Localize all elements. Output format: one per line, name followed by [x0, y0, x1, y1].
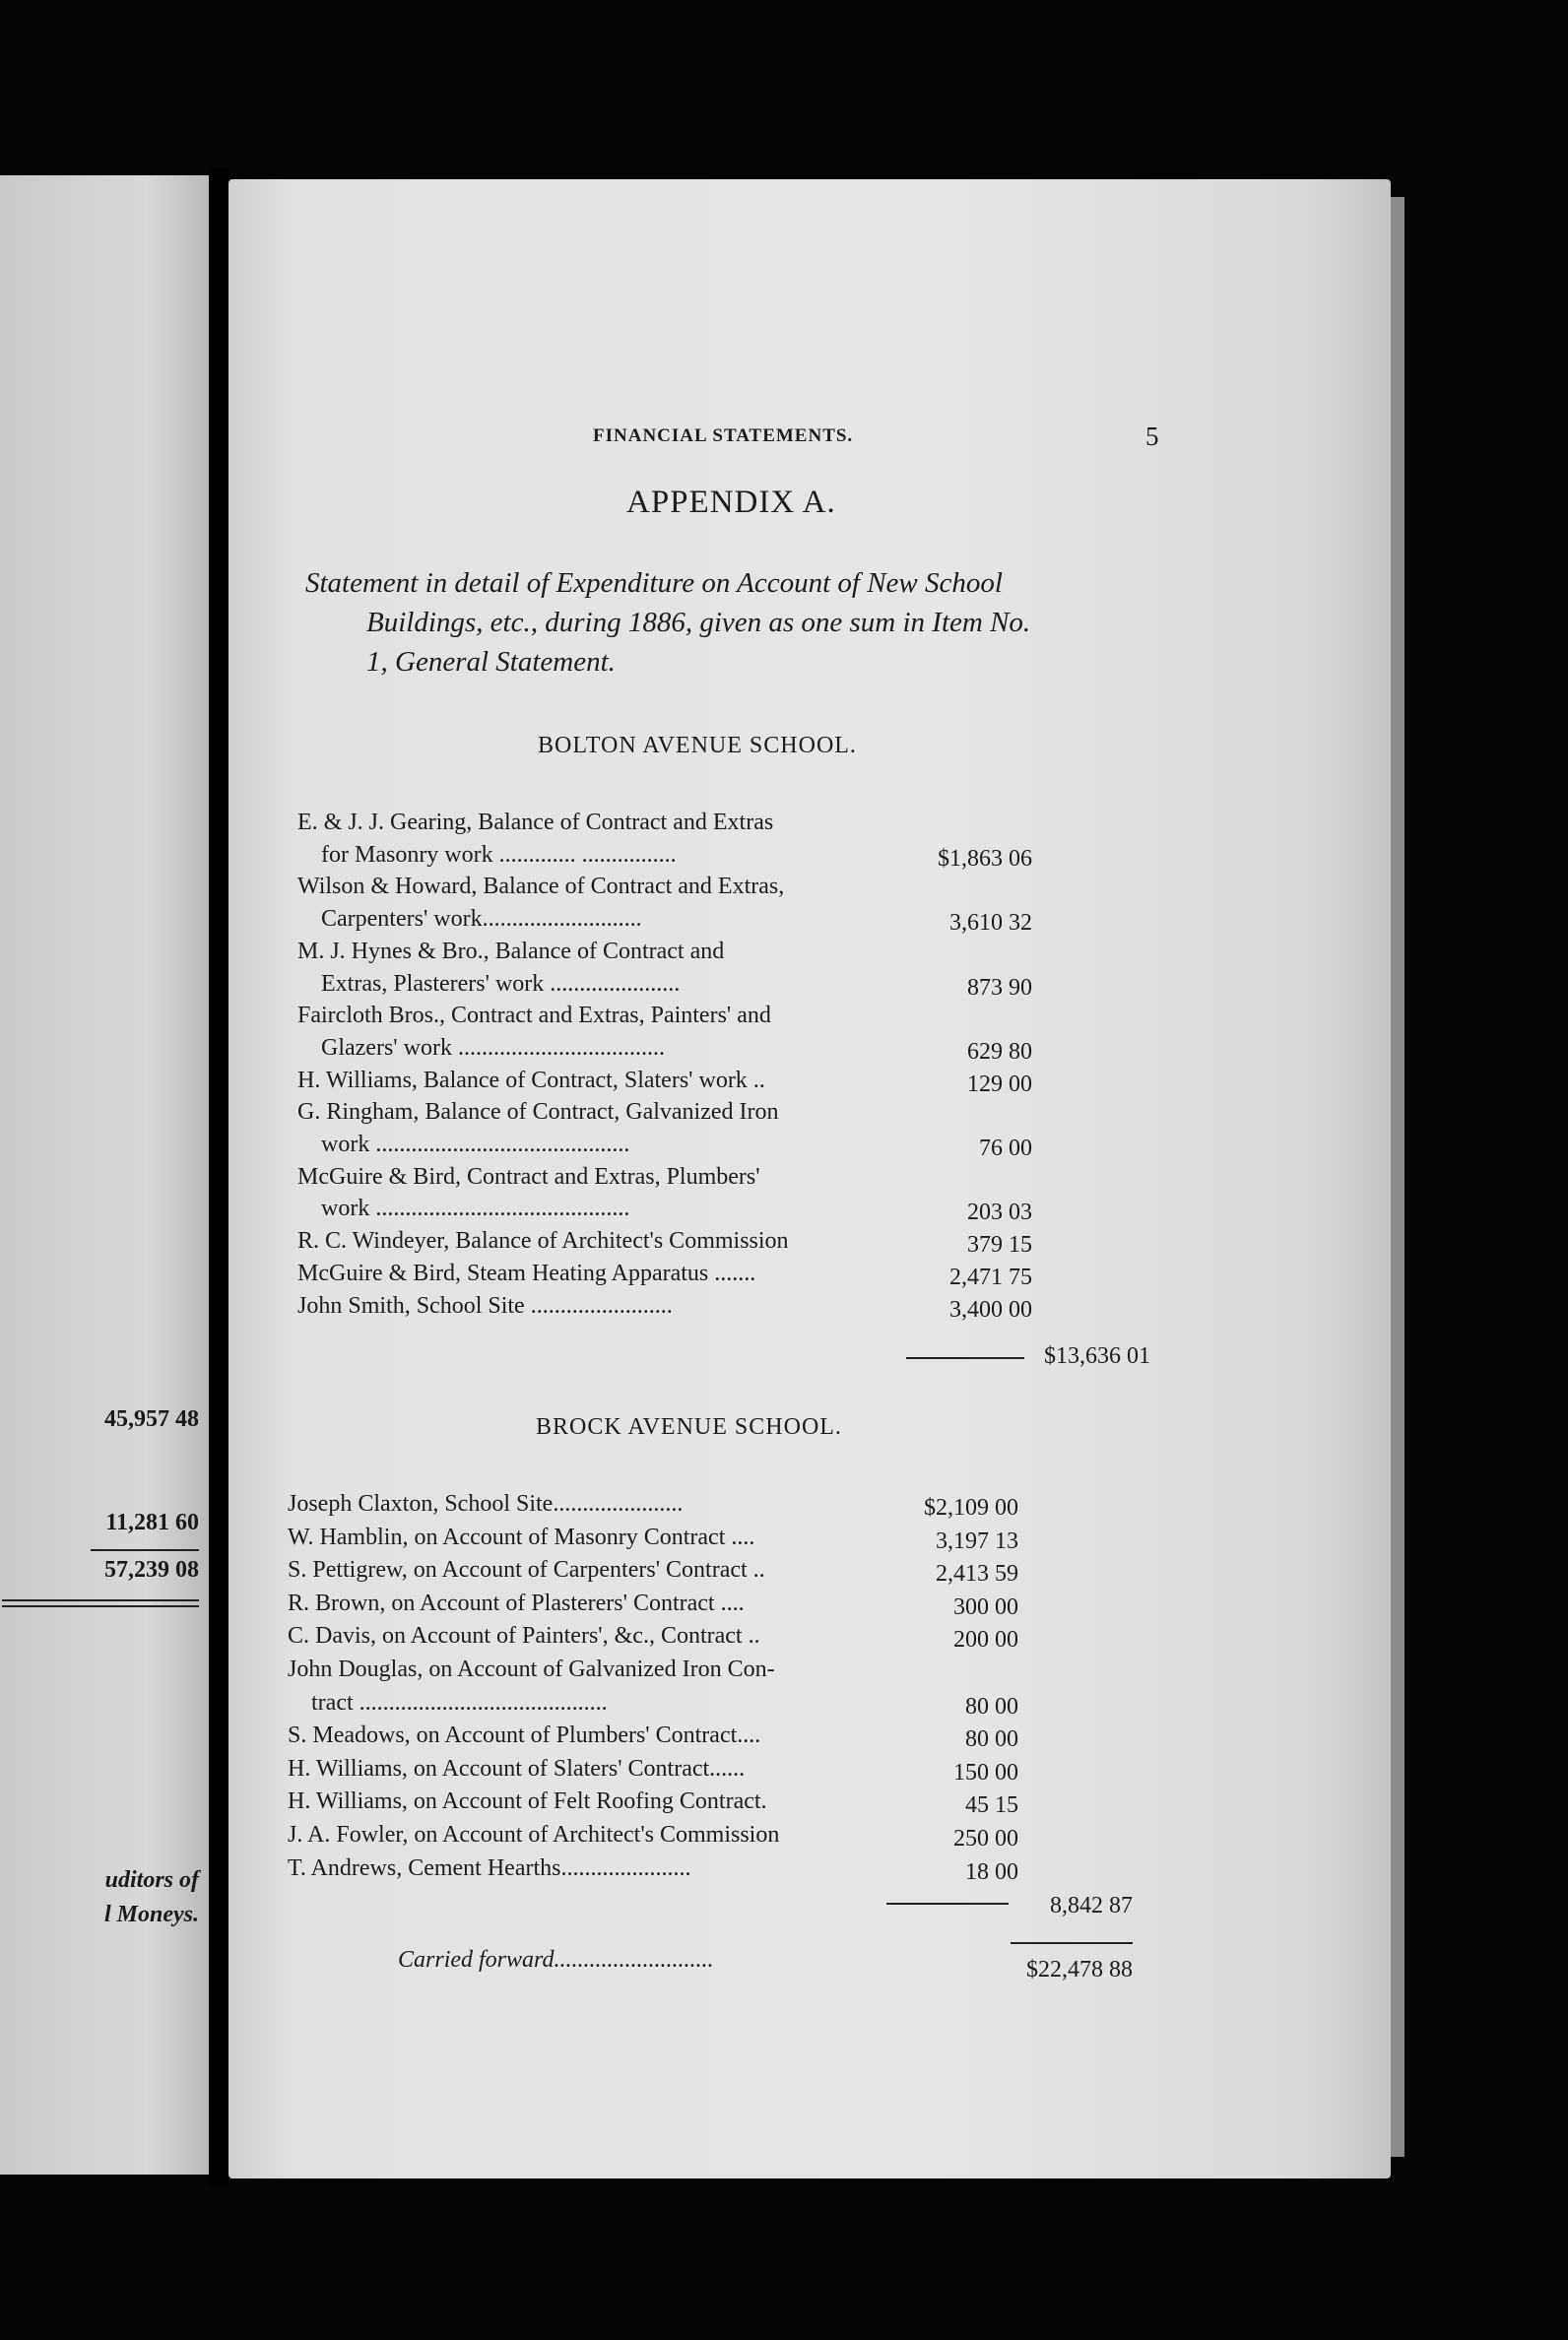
- intro-line-3: 1, General Statement.: [366, 646, 616, 678]
- entry-text: McGuire & Bird, Contract and Extras, Plumbers': [297, 1163, 760, 1190]
- brock-total: 8,842 87: [1050, 1893, 1133, 1918]
- running-title: FINANCIAL STATEMENTS.: [593, 425, 854, 446]
- left-rule: [91, 1549, 199, 1551]
- entry-text: Carpenters' work...........................: [321, 906, 642, 933]
- left-page: [0, 175, 209, 2175]
- entry-amount: 200 00: [953, 1627, 1018, 1654]
- left-figure-3: 57,239 08: [104, 1557, 199, 1583]
- entry-text: tract ..........................................: [311, 1689, 608, 1716]
- entry-amount: $2,109 00: [924, 1495, 1018, 1521]
- left-figure-2: 11,281 60: [105, 1510, 199, 1535]
- book-gutter: [209, 167, 229, 2186]
- entry-text: Extras, Plasterers' work ......................: [321, 970, 681, 997]
- entry-amount: 150 00: [953, 1759, 1018, 1786]
- entry-text: Wilson & Howard, Balance of Contract and Extras,: [297, 874, 785, 900]
- entry-amount: 2,471 75: [949, 1264, 1032, 1290]
- left-double-rule-1: [2, 1599, 199, 1601]
- entry-amount: 873 90: [967, 974, 1032, 1001]
- entry-amount: 18 00: [965, 1858, 1018, 1885]
- entry-text: R. Brown, on Account of Plasterers' Contract ....: [288, 1590, 745, 1616]
- entry-text: Faircloth Bros., Contract and Extras, Painters' and: [297, 1003, 771, 1029]
- left-figure-1: 45,957 48: [104, 1406, 199, 1432]
- entry-amount: 2,413 59: [936, 1561, 1018, 1588]
- entry-amount: 129 00: [967, 1071, 1032, 1097]
- bolton-heading: BOLTON AVENUE SCHOOL.: [538, 733, 857, 758]
- bolton-rule: [906, 1357, 1024, 1359]
- appendix-title: APPENDIX A.: [626, 485, 836, 520]
- entry-amount: 45 15: [965, 1792, 1018, 1819]
- entry-text: Joseph Claxton, School Site......................: [288, 1491, 684, 1517]
- entry-amount: 80 00: [965, 1726, 1018, 1753]
- entry-amount: 300 00: [953, 1593, 1018, 1620]
- entry-text: John Douglas, on Account of Galvanized Iron Con-: [288, 1657, 775, 1682]
- entry-text: E. & J. J. Gearing, Balance of Contract and Extras: [297, 810, 774, 835]
- entry-text: W. Hamblin, on Account of Masonry Contract ....: [288, 1524, 755, 1550]
- entry-amount: 3,400 00: [949, 1296, 1032, 1323]
- entry-text: H. Williams, Balance of Contract, Slaters' work ..: [297, 1067, 765, 1093]
- left-double-rule-2: [2, 1605, 199, 1607]
- entry-text: T. Andrews, Cement Hearths......................: [288, 1854, 691, 1881]
- carried-rule: [1011, 1942, 1133, 1944]
- entry-text: M. J. Hynes & Bro., Balance of Contract and: [297, 938, 725, 964]
- entry-text: work ...........................................: [321, 1196, 630, 1222]
- entry-amount: 379 15: [967, 1232, 1032, 1259]
- brock-rule: [886, 1903, 1009, 1905]
- left-text-1: uditors of: [104, 1867, 199, 1893]
- entry-amount: 250 00: [953, 1826, 1018, 1852]
- entry-text: H. Williams, on Account of Felt Roofing Contract.: [288, 1788, 767, 1815]
- entry-text: work ...........................................: [321, 1132, 630, 1157]
- entry-text: J. A. Fowler, on Account of Architect's Commission: [288, 1822, 780, 1848]
- entry-amount: 3,197 13: [936, 1528, 1018, 1554]
- entry-amount: 80 00: [965, 1693, 1018, 1720]
- entry-text: John Smith, School Site ........................: [297, 1292, 673, 1319]
- entry-amount: 203 03: [967, 1200, 1032, 1226]
- left-text-2: l Moneys.: [104, 1902, 199, 1927]
- page-number: 5: [1145, 422, 1159, 451]
- entry-amount: $1,863 06: [938, 845, 1032, 872]
- entry-text: S. Meadows, on Account of Plumbers' Contract....: [288, 1722, 761, 1749]
- entry-text: for Masonry work ............. ................: [321, 841, 677, 868]
- carried-forward-amount: $22,478 88: [1026, 1957, 1133, 1982]
- entry-text: S. Pettigrew, on Account of Carpenters' Contract ..: [288, 1557, 765, 1584]
- intro-line-2: Buildings, etc., during 1886, given as one sum in Item No.: [366, 607, 1031, 638]
- page-edge: [1391, 197, 1405, 2157]
- bolton-total: $13,636 01: [1044, 1343, 1150, 1369]
- entry-text: McGuire & Bird, Steam Heating Apparatus .......: [297, 1260, 756, 1286]
- entry-text: C. Davis, on Account of Painters', &c., Contract ..: [288, 1623, 760, 1650]
- entry-amount: 3,610 32: [949, 910, 1032, 937]
- intro-statement: [305, 563, 1172, 682]
- carried-forward-label: Carried forward...........................: [398, 1947, 714, 1973]
- intro-line-1: Statement in detail of Expenditure on Account of New School: [305, 567, 1003, 599]
- entry-text: G. Ringham, Balance of Contract, Galvanized Iron: [297, 1099, 779, 1126]
- entry-amount: 76 00: [979, 1136, 1032, 1161]
- brock-heading: BROCK AVENUE SCHOOL.: [536, 1414, 842, 1440]
- entry-text: R. C. Windeyer, Balance of Architect's Commission: [297, 1228, 789, 1255]
- entry-text: Glazers' work ...................................: [321, 1034, 665, 1061]
- entry-amount: 629 80: [967, 1038, 1032, 1065]
- entry-text: H. Williams, on Account of Slaters' Contract......: [288, 1755, 746, 1782]
